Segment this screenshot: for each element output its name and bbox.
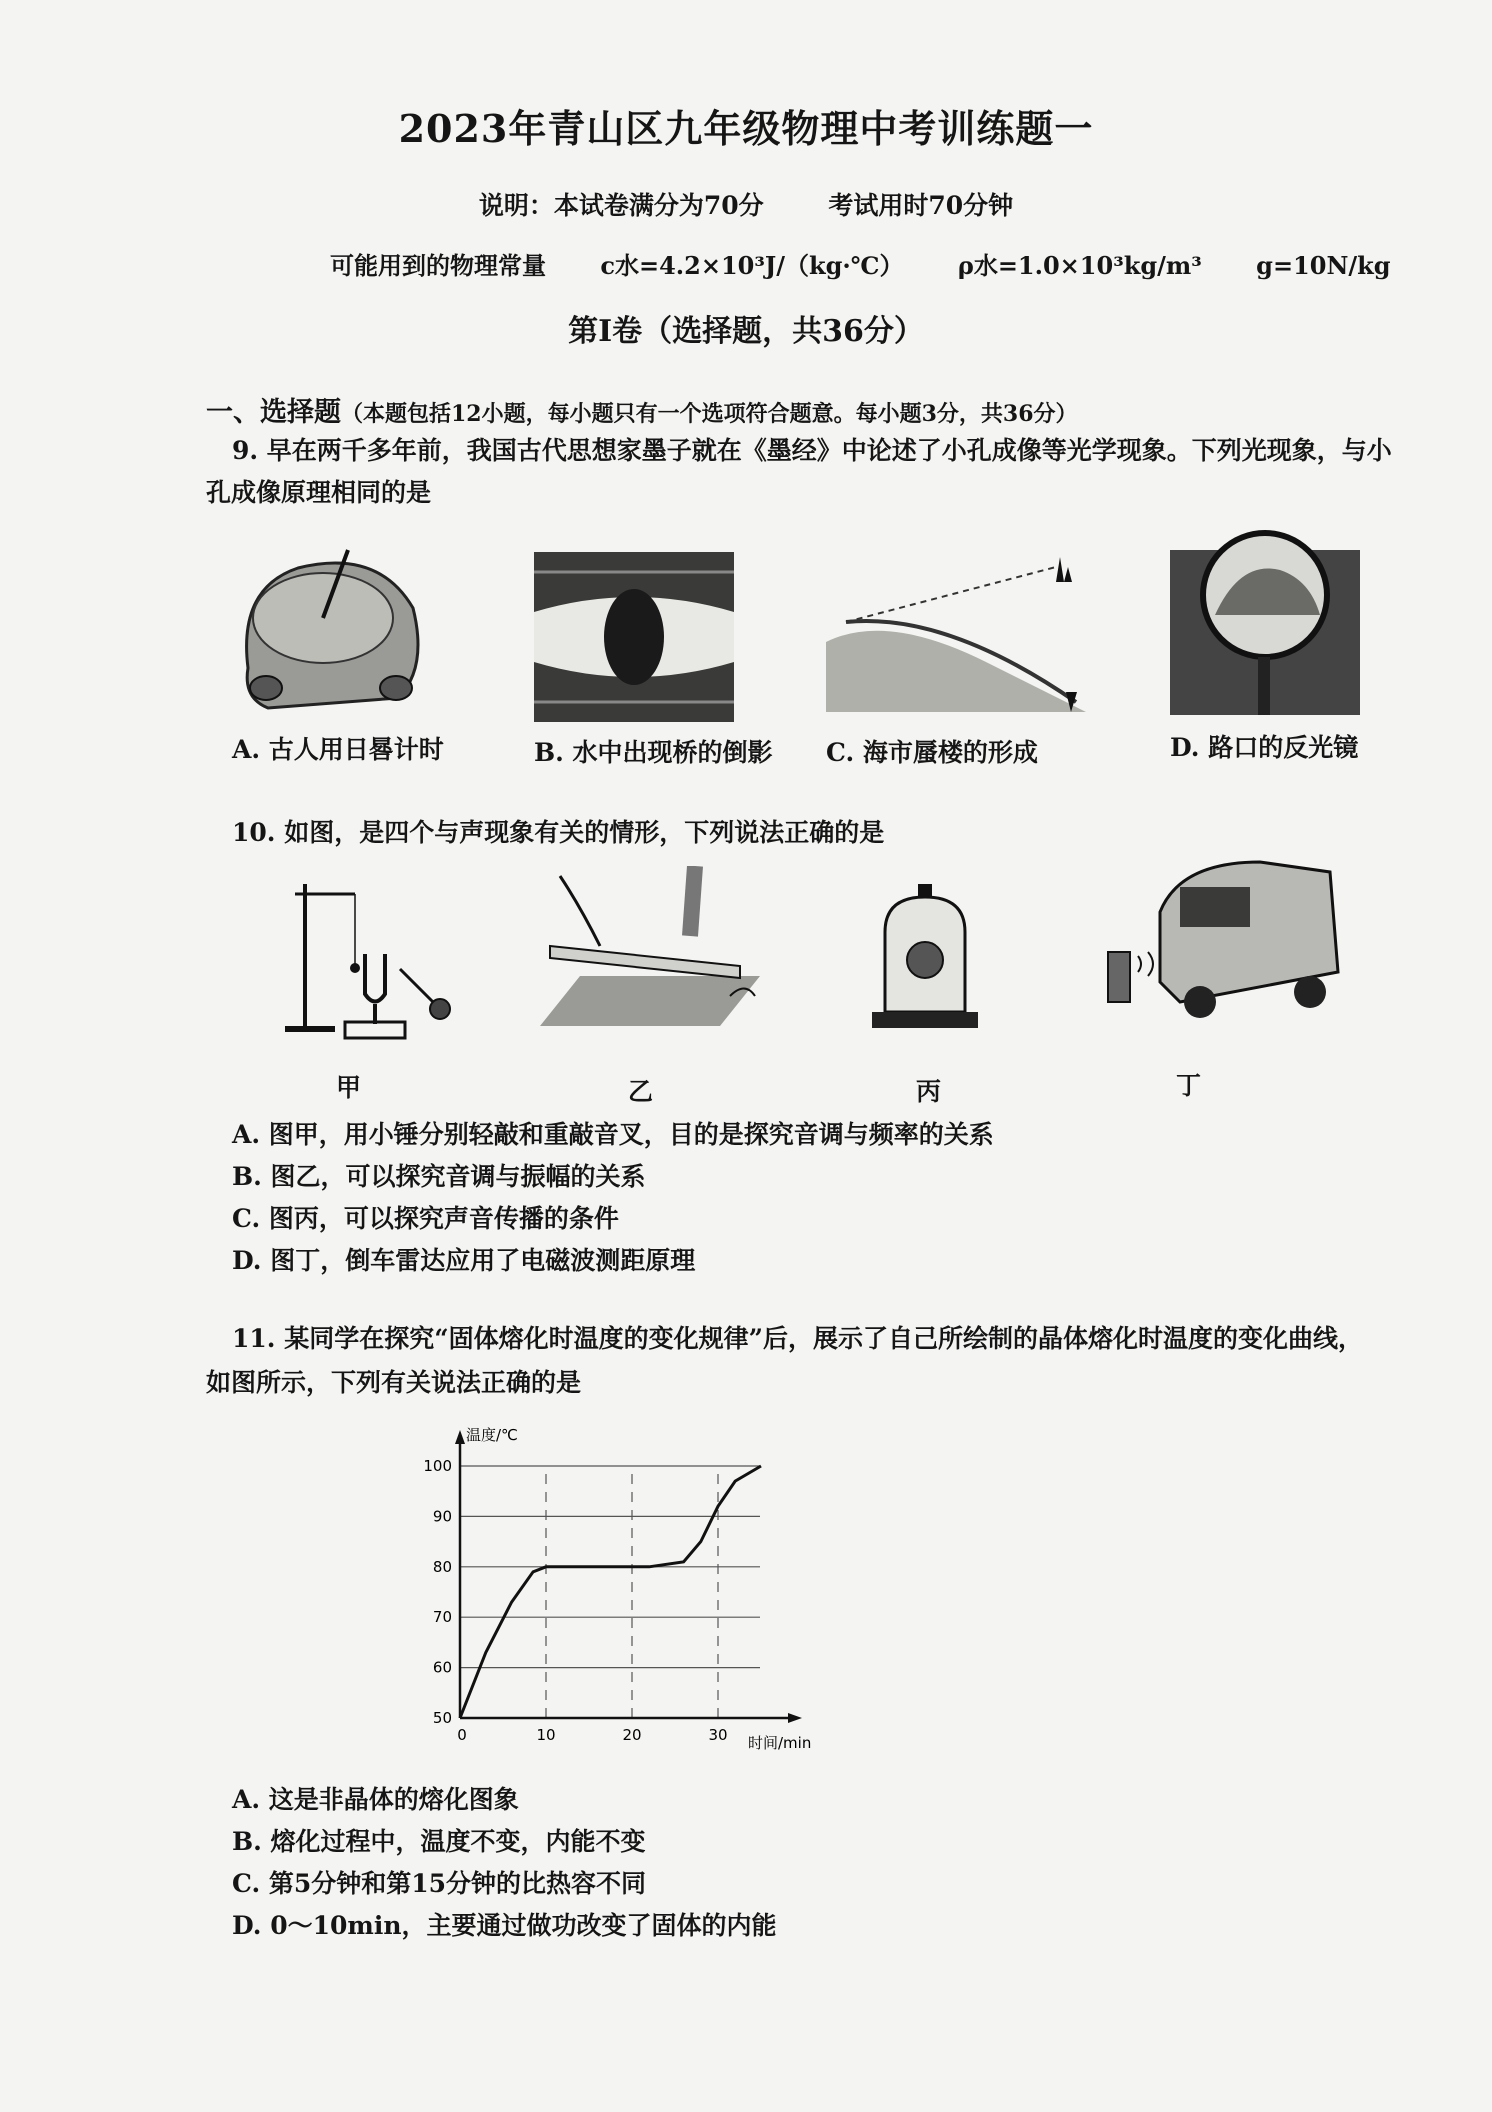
q11-option-b: B. 熔化过程中，温度不变，内能不变 [232, 1827, 646, 1856]
temperature-curve [460, 1466, 761, 1718]
mirage-image [826, 552, 1086, 712]
x-axis-label: 时间/min [748, 1734, 812, 1752]
section-title: 一、选择题 [206, 397, 341, 428]
gravity-constant: g=10N/kg [1256, 251, 1391, 280]
melting-curve-chart [400, 1418, 840, 1758]
x-tick-label: 20 [622, 1726, 642, 1744]
q10-option-b: B. 图乙，可以探究音调与振幅的关系 [232, 1162, 646, 1191]
q11-line1: 11. 某同学在探究“固体熔化时温度的变化规律”后，展示了自己所绘制的晶体熔化时温度的变化曲线， [232, 1324, 1363, 1353]
bell-jar-image [860, 882, 990, 1042]
q9-caption-b: B. 水中出现桥的倒影 [534, 738, 773, 767]
full-score-note: 说明：本试卷满分为70分 [478, 191, 764, 220]
section-heading [206, 390, 1078, 429]
tuning-fork-image [275, 874, 475, 1044]
q10-label-jia: 甲 [336, 1073, 362, 1102]
physical-constants [330, 246, 1437, 281]
q9-line2: 孔成像原理相同的是 [206, 478, 432, 507]
q11-option-a: A. 这是非晶体的熔化图象 [232, 1785, 519, 1814]
constants-label: 可能用到的物理常量 [330, 251, 546, 280]
y-tick-label: 90 [432, 1507, 452, 1526]
x-axis-arrow [788, 1713, 802, 1723]
y-tick-label: 100 [423, 1457, 452, 1475]
q10-option-d: D. 图丁，倒车雷达应用了电磁波测距原理 [232, 1246, 696, 1275]
y-axis-arrow [455, 1430, 465, 1444]
x-tick-labels [457, 1726, 727, 1744]
bridge-reflection-image [534, 552, 734, 722]
q10-option-a: A. 图甲，用小锤分别轻敲和重敲音叉，目的是探究音调与频率的关系 [232, 1120, 994, 1149]
q11-option-c: C. 第5分钟和第15分钟的比热容不同 [232, 1869, 647, 1898]
exam-instructions [0, 186, 1492, 222]
q10-label-yi: 乙 [628, 1077, 654, 1106]
water-density: ρ水=1.0×10³kg/m³ [957, 251, 1202, 280]
q10-label-bing: 丙 [916, 1077, 942, 1106]
x-tick-label: 0 [457, 1726, 467, 1744]
q11-line2: 如图所示，下列有关说法正确的是 [206, 1368, 582, 1397]
q9-line1: 9. 早在两千多年前，我国古代思想家墨子就在《墨经》中论述了小孔成像等光学现象。下列光现象，与小 [232, 436, 1392, 465]
q10-label-ding: 丁 [1176, 1071, 1202, 1100]
sundial-image [228, 548, 428, 718]
section-note: （本题包括12小题，每小题只有一个选项符合题意。每小题3分，共36分） [341, 401, 1078, 427]
y-tick-label: 70 [432, 1608, 452, 1627]
q10-option-c: C. 图丙，可以探究声音传播的条件 [232, 1204, 619, 1233]
chart-grid [460, 1466, 760, 1718]
y-tick-label: 50 [432, 1709, 452, 1727]
ruler-on-table-image [540, 866, 760, 1026]
q9-caption-a: A. 古人用日晷计时 [232, 735, 444, 764]
q10-stem: 10. 如图，是四个与声现象有关的情形，下列说法正确的是 [232, 818, 885, 847]
convex-mirror-image [1170, 520, 1360, 715]
reversing-car-image [1090, 852, 1340, 1032]
q9-caption-c: C. 海市蜃楼的形成 [826, 738, 1038, 767]
y-axis-label: 温度/℃ [466, 1426, 518, 1444]
y-tick-label: 80 [432, 1557, 452, 1576]
q11-option-d: D. 0～10min，主要通过做功改变了固体的内能 [232, 1911, 777, 1940]
y-tick-label: 60 [432, 1658, 452, 1677]
x-tick-label: 30 [708, 1726, 728, 1744]
water-specific-heat: c水=4.2×10³J/（kg·℃） [600, 251, 904, 280]
q9-caption-d: D. 路口的反光镜 [1170, 733, 1359, 762]
exam-title: 2023年青山区九年级物理中考训练题一 [398, 106, 1094, 151]
x-tick-label: 10 [536, 1726, 556, 1744]
part-heading: 第Ⅰ卷（选择题，共36分） [568, 314, 924, 349]
y-tick-labels [423, 1457, 452, 1727]
time-limit-note: 考试用时70分钟 [828, 191, 1014, 220]
